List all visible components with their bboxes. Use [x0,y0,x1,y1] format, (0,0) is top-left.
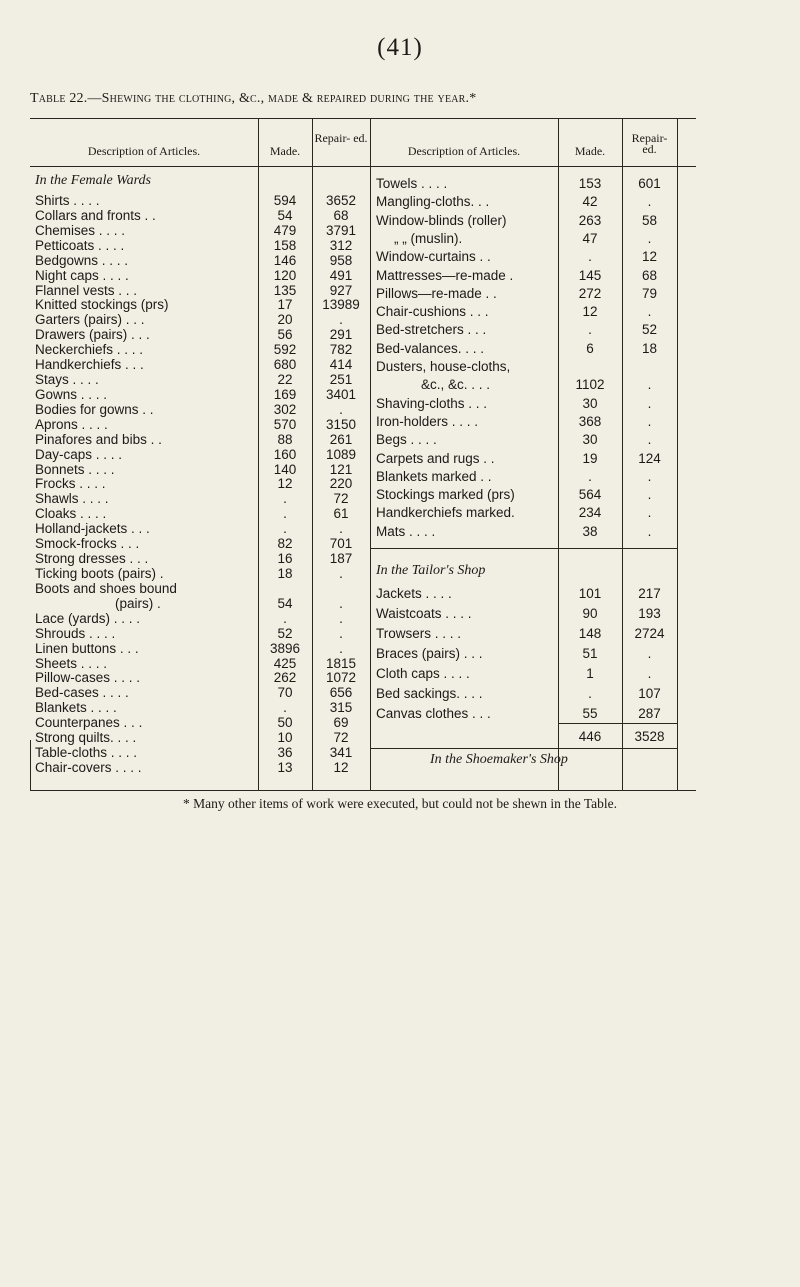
row-description: Cloaks . . . . [35,506,107,522]
row-description: Mats . . . . [376,523,436,539]
row-made: 42 [582,194,598,210]
header-made-right: Made. [574,144,606,158]
row-made: . [588,686,592,701]
row-repaired: . [647,505,652,521]
row-made: 70 [277,685,293,701]
row-made: 145 [578,267,602,283]
row-description: (pairs) . [115,595,161,611]
header-bottom-rule [30,166,696,167]
row-repaired: 12 [333,759,349,775]
row-description: Blankets marked . . [376,468,492,484]
row-description: Ticking boots (pairs) . [35,566,164,581]
row-made: 30 [582,432,598,448]
row-made: . [283,610,287,626]
row-repaired: 121 [329,461,353,477]
section-tailor-shop: In the Tailor's Shop [376,563,486,578]
row-made: 6 [586,340,594,356]
row-made: 263 [578,212,602,228]
row-description: Flannel vests . . . [35,282,138,298]
row-description: Knitted stockings (prs) [35,297,169,313]
row-description: &c., &c. . . . [421,377,491,393]
row-description: Frocks . . . . [35,476,106,492]
row-repaired: . [647,377,652,393]
row-made: 479 [273,222,297,238]
row-made: 169 [273,386,297,402]
row-repaired: 72 [333,730,349,746]
row-repaired: . [339,521,343,537]
row-repaired: 68 [641,267,658,283]
row-description: Stays . . . . [35,372,99,388]
header-description-left: Description of Articles. [87,144,201,158]
row-repaired: 291 [329,327,353,343]
row-description: Linen buttons . . . [35,640,139,656]
row-made: 56 [277,327,293,343]
row-description: Table-cloths . . . . [35,745,138,761]
row-description: Holland-jackets . . . [35,521,150,537]
row-description: Towels . . . . [376,176,448,191]
row-repaired: . [647,468,652,484]
row-made: 1 [586,666,594,681]
row-made: 22 [277,372,293,388]
row-repaired: 52 [641,322,658,338]
row-made: 10 [277,730,293,746]
row-repaired: . [339,625,343,641]
row-made: 272 [578,285,602,301]
row-repaired: 312 [329,237,353,253]
row-made: 90 [582,606,598,621]
row-repaired: 3401 [325,386,357,402]
row-repaired: 193 [638,606,661,621]
row-description: Canvas clothes . . . [376,706,491,721]
row-description: Bed sackings. . . . [376,686,483,701]
row-made: 262 [273,670,297,686]
row-made: 302 [273,401,297,417]
row-repaired: 601 [638,176,661,191]
row-repaired: 58 [641,212,658,228]
row-repaired: 13989 [322,297,360,313]
row-description: Collars and fronts . . [35,207,156,223]
row-repaired: 107 [638,686,661,701]
header-description-right: Description of Articles. [407,144,521,158]
row-repaired: 3150 [325,416,357,432]
row-description: Iron-holders . . . . [376,413,479,429]
row-made: 135 [273,282,297,298]
row-description: Bedgowns . . . . [35,252,129,268]
row-repaired: 491 [329,267,353,283]
row-repaired: . [647,487,652,503]
row-description: Neckerchiefs . . . . [35,342,144,358]
row-repaired: . [647,646,652,661]
row-made: 594 [273,193,297,208]
row-repaired: . [339,312,343,328]
row-repaired: 124 [638,450,661,466]
row-description: Handkerchiefs . . . [35,357,144,373]
row-description: Night caps . . . . [35,267,129,283]
row-repaired: . [647,432,652,448]
row-description: Sheets . . . . [35,655,108,671]
row-repaired: . [647,523,652,539]
row-made: 13 [277,759,293,775]
row-made: 47 [582,230,598,246]
table-top-rule [30,118,696,119]
row-made: 50 [277,715,293,731]
row-repaired: 1089 [325,446,357,462]
row-made: 153 [578,176,602,191]
row-description: Shaving-cloths . . . [376,395,488,411]
row-repaired: . [647,304,652,320]
row-repaired: . [647,230,652,246]
row-made: . [283,491,287,507]
row-made: 564 [578,487,602,503]
row-made: 120 [273,267,297,283]
row-description: Pillow-cases . . . . [35,670,141,686]
row-repaired: 68 [333,207,349,223]
row-description: Bodies for gowns . . [35,401,154,417]
row-made: 36 [277,745,293,761]
row-repaired: 12 [641,249,658,265]
row-repaired: . [339,401,343,417]
row-made: 55 [582,706,598,721]
row-description: Mangling-cloths. . . [376,194,490,210]
row-made: . [283,700,287,716]
row-repaired: . [339,610,343,626]
row-description: Begs . . . . [376,432,437,448]
row-made: 19 [582,450,598,466]
section-shoemaker-shop: In the Shoemaker's Shop [430,752,568,767]
row-description: Window-blinds (roller) [376,212,507,228]
row-made: 425 [273,655,297,671]
row-made: 12 [277,476,293,492]
tailor-total-repaired: 3528 [634,729,665,744]
row-description: Waistcoats . . . . [376,606,472,621]
row-made: . [588,249,592,265]
row-repaired: 701 [329,536,353,552]
table-title: —Shewing the clothing, &c., made & repaired during the year.* [87,91,477,106]
row-description: Bed-stretchers . . . [376,322,487,338]
row-description: Shirts . . . . [35,193,100,208]
row-repaired: 3652 [325,193,357,208]
row-made: 158 [273,237,297,253]
row-repaired: 261 [329,431,353,447]
left-border-rule [30,740,31,790]
row-description: „ „ (muslin). [394,230,463,246]
row-made: 140 [273,461,297,477]
row-description: Bed-cases . . . . [35,685,129,701]
footnote: * Many other items of work were executed, but could not be shewn in the Table. [182,796,618,811]
header-repaired-right: Repair- ed. [631,131,668,156]
row-made: 3896 [269,640,301,656]
row-repaired: 187 [329,551,353,567]
row-made: 160 [273,446,297,462]
row-description: Bonnets . . . . [35,461,115,477]
row-made: 234 [578,505,602,521]
row-description: Petticoats . . . . [35,237,125,253]
row-repaired: 220 [329,476,353,492]
row-made: 54 [277,207,293,223]
row-description: Chair-cushions . . . [376,304,489,320]
row-description: Cloth caps . . . . [376,666,470,681]
row-made: 680 [273,357,297,373]
row-repaired: 958 [329,252,353,268]
row-repaired: 3791 [325,222,357,238]
row-repaired: . [339,566,343,581]
row-repaired: . [647,395,652,411]
row-description: Dusters, house-cloths, [376,359,511,374]
row-repaired: . [339,640,343,656]
row-repaired: 251 [329,372,353,388]
row-made: 38 [582,523,598,539]
row-made: 88 [277,431,293,447]
row-description: Chair-covers . . . . [35,759,142,775]
row-description: Shrouds . . . . [35,625,116,641]
row-description: Carpets and rugs . . [376,450,495,466]
table-label: Table 22. [30,91,88,106]
row-description: Counterpanes . . . [35,715,143,731]
row-made: 51 [582,646,598,661]
row-description: Braces (pairs) . . . [376,646,483,661]
row-description: Bed-valances. . . . [376,340,485,356]
row-made: . [588,468,592,484]
table-bottom-rule [30,790,696,791]
row-description: Gowns . . . . [35,386,108,402]
header-made-left: Made. [269,144,301,158]
row-description: Trowsers . . . . [376,626,462,641]
tailor-subtotal-rule [558,723,677,724]
row-repaired: 18 [641,340,658,356]
row-description: Aprons . . . . [35,416,108,432]
row-description: Day-caps . . . . [35,446,123,462]
tailor-top-rule [370,548,677,549]
row-made: 16 [277,551,293,567]
row-repaired: 341 [329,745,353,761]
row-made: 148 [578,626,602,641]
row-made: 52 [277,625,293,641]
row-repaired: 414 [329,357,353,373]
row-made: 146 [273,252,297,268]
column-rule-2 [370,118,371,790]
row-description: Strong dresses . . . [35,551,149,567]
row-description: Mattresses—re-made . [376,267,514,283]
row-repaired: 69 [333,715,349,731]
row-description: Pinafores and bibs . . [35,431,162,447]
row-description: Drawers (pairs) . . . [35,327,150,343]
row-repaired: 287 [638,706,661,721]
row-description: Boots and shoes bound [35,580,177,596]
row-repaired: . [647,413,652,429]
row-made: 12 [582,304,598,320]
row-description: Window-curtains . . [376,249,491,265]
row-repaired: . [647,666,652,681]
section-female-wards: In the Female Wards [35,173,151,188]
tailor-bottom-rule [370,748,677,749]
row-made: 30 [582,395,598,411]
page-number: (41) [377,34,423,61]
row-description: Pillows—re-made . . [376,285,497,301]
row-description: Shawls . . . . [35,491,109,507]
row-made: 101 [578,586,602,601]
row-repaired: 1072 [325,670,357,686]
row-description: Stockings marked (prs) [376,487,515,503]
row-description: Jackets . . . . [376,586,452,601]
row-repaired: 217 [638,586,661,601]
row-made: 18 [277,566,293,581]
row-description: Blankets . . . . [35,700,117,716]
tailor-total-made: 446 [578,729,602,744]
row-repaired: 782 [329,342,353,358]
row-repaired: 927 [329,282,353,298]
row-repaired: 1815 [325,655,357,671]
row-repaired: . [647,194,652,210]
row-description: Handkerchiefs marked. [376,505,515,521]
table-caption [30,91,770,107]
row-repaired: 61 [333,506,349,522]
row-description: Chemises . . . . [35,222,126,238]
row-made: 20 [277,312,293,328]
row-made: 368 [578,413,602,429]
row-description: Lace (yards) . . . . [35,610,141,626]
row-repaired: 2724 [634,626,665,641]
row-made: 82 [277,536,293,552]
row-description: Garters (pairs) . . . [35,312,145,328]
row-repaired: 656 [329,685,353,701]
row-description: Strong quilts. . . . [35,730,137,746]
row-description: Smock-frocks . . . [35,536,140,552]
row-made: 1102 [575,377,605,393]
column-rule-5 [677,118,678,790]
row-made: . [283,506,287,522]
row-made: 17 [277,297,293,313]
row-repaired: 72 [333,491,349,507]
header-repaired-left: Repair- ed. [314,131,368,145]
row-repaired: 315 [329,700,353,716]
row-made: 570 [273,416,297,432]
row-repaired: . [339,595,343,611]
row-made: 592 [273,342,297,358]
row-made: 54 [277,595,293,611]
row-made: . [283,521,287,537]
row-repaired: 79 [641,285,658,301]
row-made: . [588,322,592,338]
